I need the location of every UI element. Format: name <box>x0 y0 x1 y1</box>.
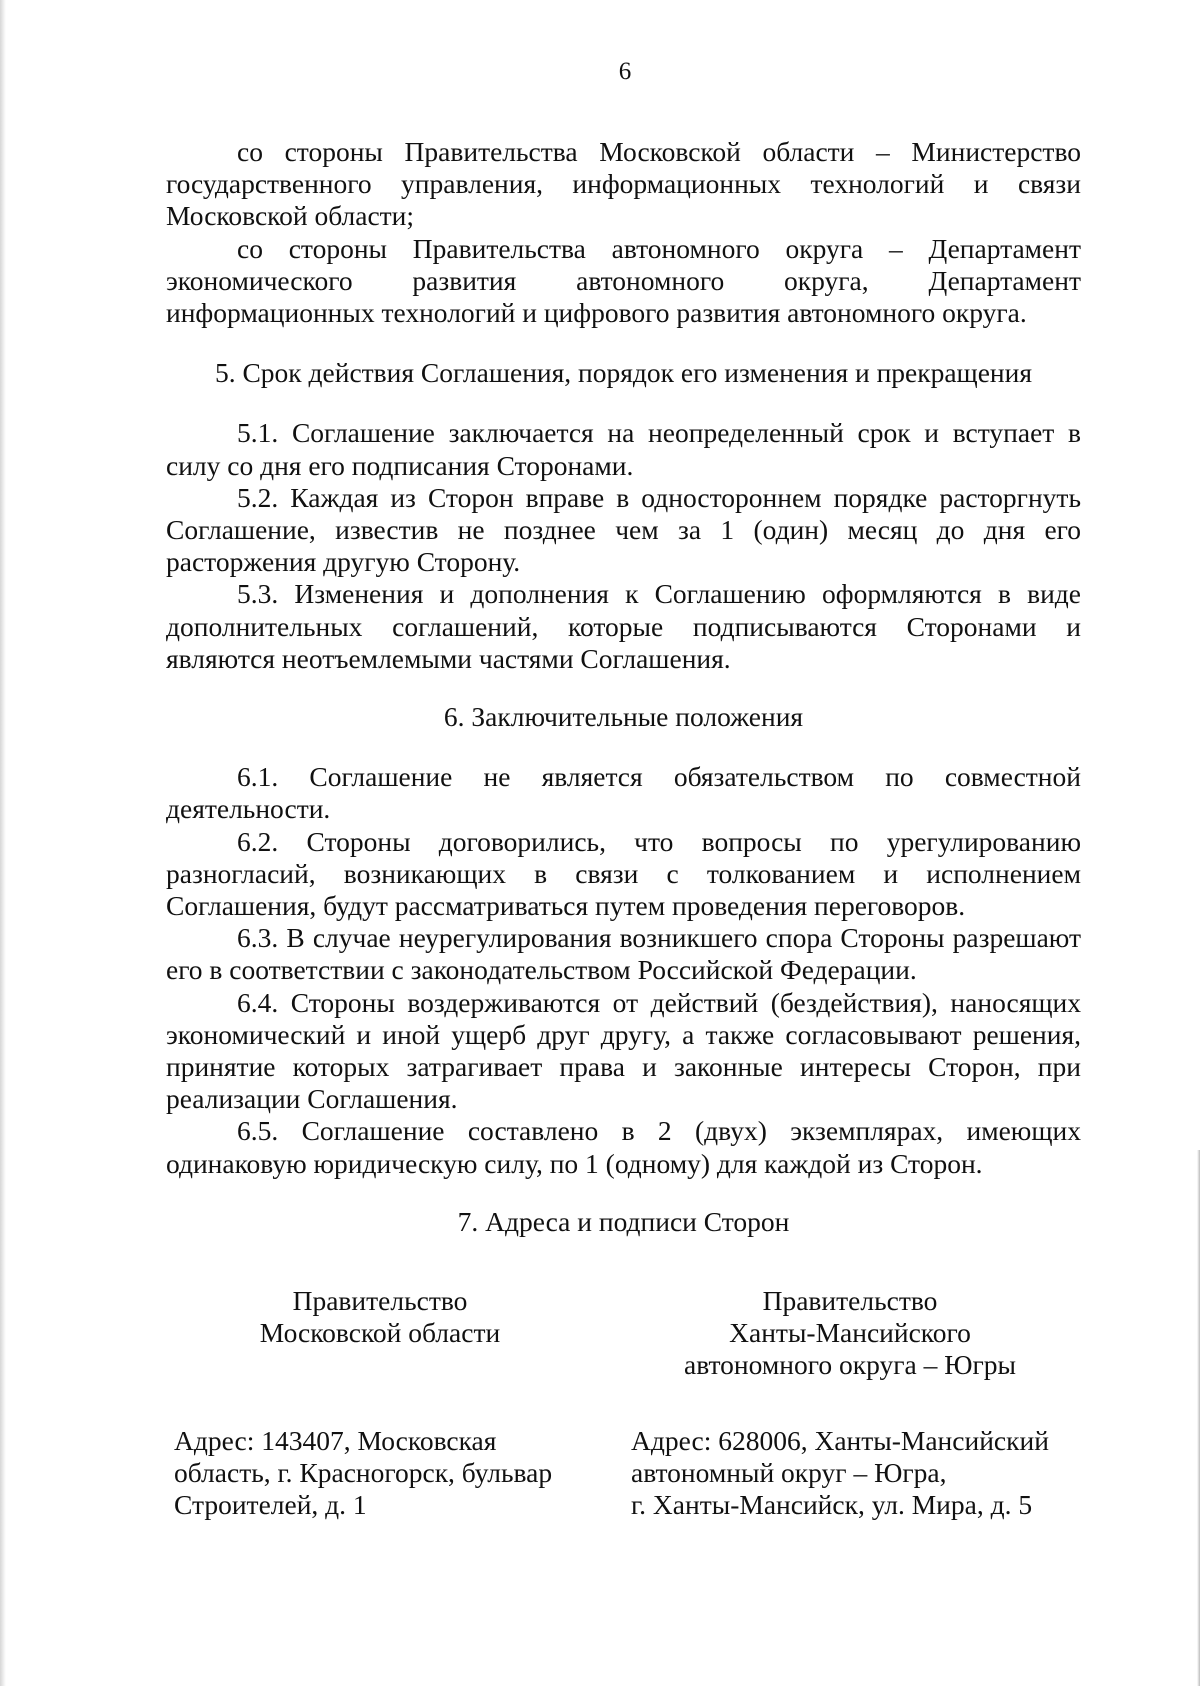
party-right-name-line: Ханты-Мансийского <box>729 1317 971 1349</box>
clause-6-5: 6.5. Соглашение составлено в 2 (двух) экземплярах, имеющих одинаковую юридическую силу, по 1 (одному) для каждой из Сторон. <box>166 1115 1081 1179</box>
clause-6-1: 6.1. Соглашение не является обязательством по совместной деятельности. <box>166 761 1081 825</box>
party-left-name-line: Московской области <box>259 1317 501 1349</box>
party-right-address-line: автономный округ – Югра, <box>631 1457 947 1489</box>
page-number: 6 <box>618 58 632 85</box>
party-right-name-line: автономного округа – Югры <box>684 1349 1016 1381</box>
clause-5-1: 5.1. Соглашение заключается на неопределенный срок и вступает в силу со дня его подписания Сторонами. <box>166 417 1081 481</box>
party-right-address-line: Адрес: 628006, Ханты-Мансийский <box>631 1425 1049 1456</box>
section-5-heading: 5. Срок действия Соглашения, порядок его изменения и прекращения <box>214 357 1033 389</box>
party-left-address-line: область, г. Красногорск, бульвар <box>174 1457 553 1489</box>
party-left-name <box>230 1285 530 1349</box>
party-left-address-line: Адрес: 143407, Московская <box>174 1425 497 1456</box>
party-left-address-line: Строителей, д. 1 <box>174 1489 367 1521</box>
party-left-name-line: Правительство <box>292 1285 468 1316</box>
clause-5-3: 5.3. Изменения и дополнения к Соглашению оформляются в виде дополнительных соглашений, которые подписываются Сторонами и являются неотъемлемыми частями Соглашения. <box>166 578 1081 674</box>
clause-5-2: 5.2. Каждая из Сторон вправе в одностороннем порядке расторгнуть Соглашение, известив не позднее чем за 1 (один) месяц до дня его расторжения другую Сторону. <box>166 481 1081 578</box>
party-right-address-line: г. Ханты-Мансийск, ул. Мира, д. 5 <box>631 1489 1033 1521</box>
party-right-name <box>665 1285 1035 1382</box>
clause-6-2: 6.2. Стороны договорились, что вопросы по урегулированию разногласий, возникающих в связи с толкованием и исполнением Соглашения, будут рассматриваться путем проведения переговоров. <box>166 825 1081 922</box>
party-left-address <box>174 1425 594 1522</box>
document-body <box>166 136 1081 1238</box>
section-7-heading: 7. Адреса и подписи Сторон <box>457 1205 790 1237</box>
clause-6-3: 6.3. В случае неурегулирования возникшего спора Стороны разрешают его в соответствии с законодательством Российской Федерации. <box>166 922 1081 986</box>
scan-edge-left <box>0 0 6 1686</box>
paragraph-okrug-party: со стороны Правительства автономного округа – Департамент экономического развития автономного округа, Департамент информационных технологий и цифрового развития автономного округа. <box>166 232 1081 329</box>
party-right-address <box>631 1425 1101 1522</box>
party-right-name-line: Правительство <box>762 1285 938 1316</box>
paragraph-moscow-party: со стороны Правительства Московской области – Министерство государственного управления, информационных технологий и связи Московской области; <box>166 136 1081 232</box>
section-6-heading: 6. Заключительные положения <box>443 701 804 733</box>
clause-6-4: 6.4. Стороны воздерживаются от действий (бездействия), наносящих экономический и иной ущерб друг другу, а также согласовывают решения, принятие которых затрагивает права и законные интересы Сторон, при реализации Соглашения. <box>166 986 1081 1115</box>
